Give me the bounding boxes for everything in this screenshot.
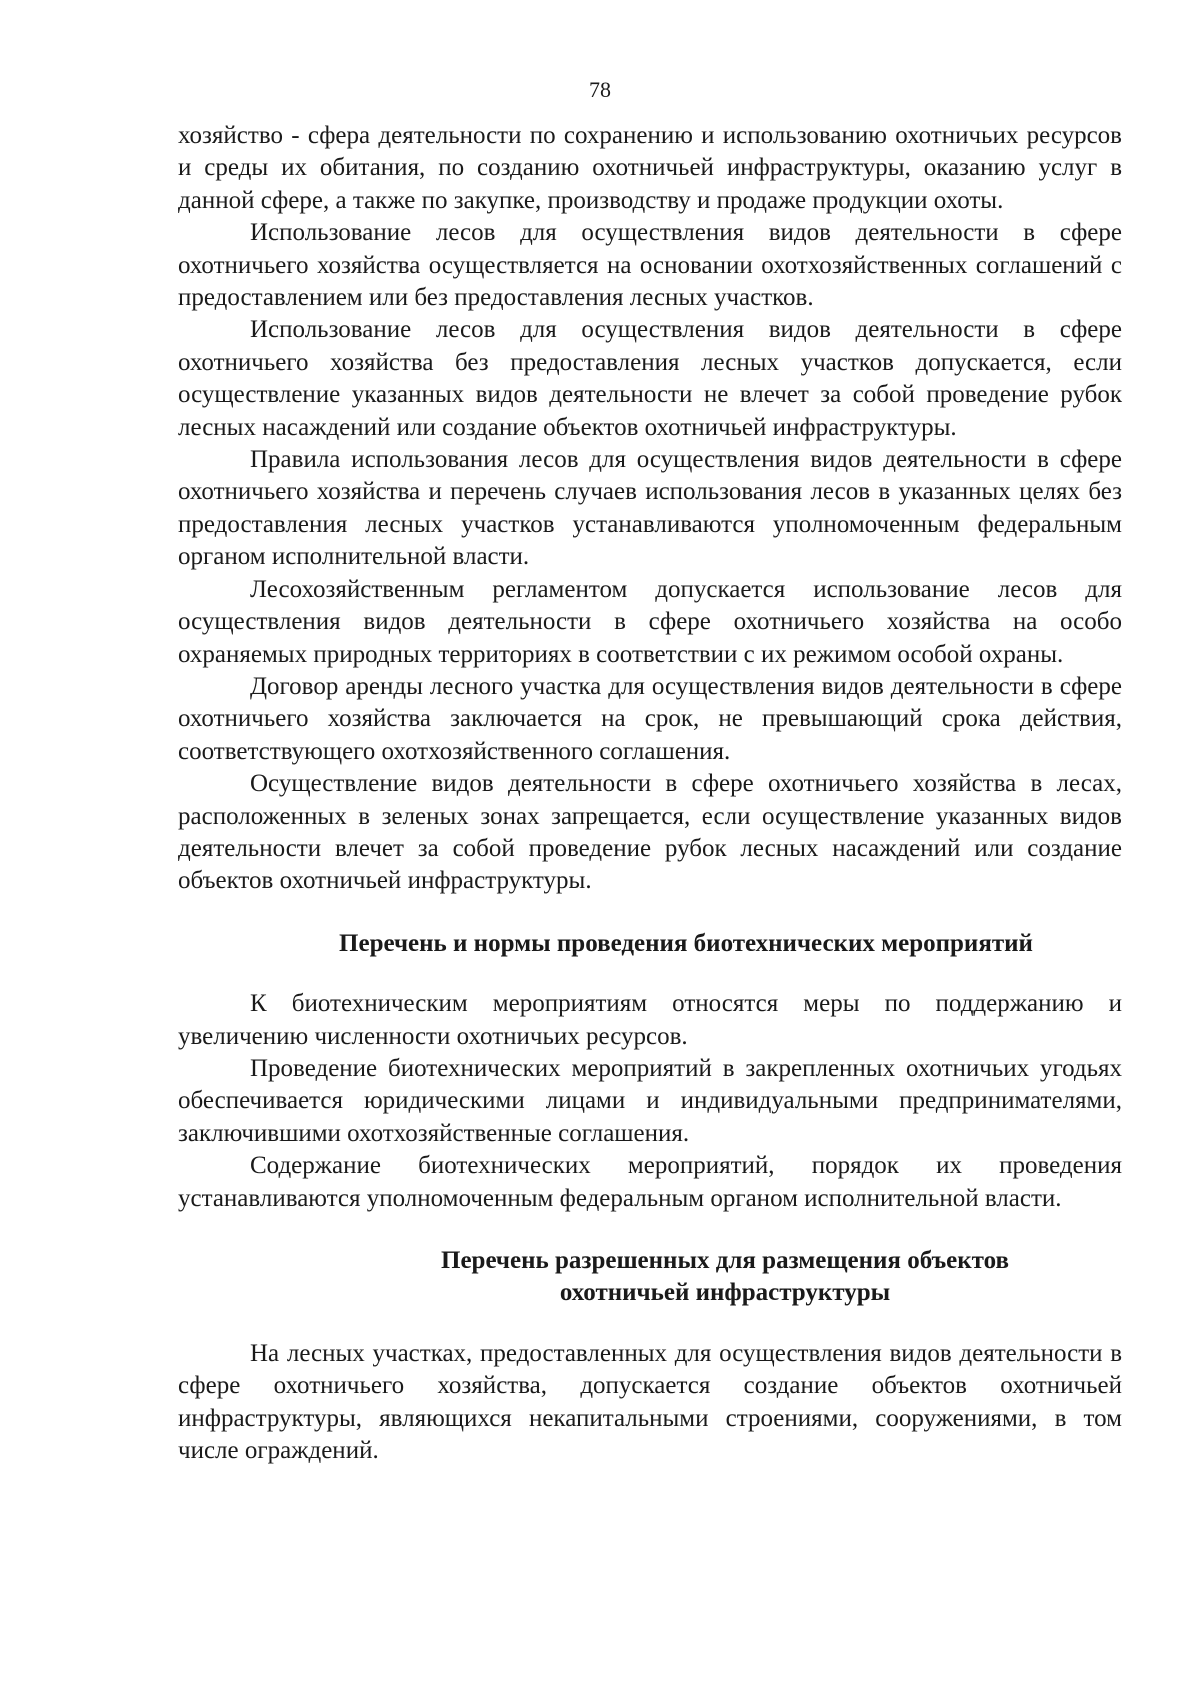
section-heading: Перечень и нормы проведения биотехнических мероприятий (339, 929, 1033, 957)
paragraph: Осуществление видов деятельности в сфере охотничьего хозяйства в лесах, расположенных в зеленых зонах запрещается, если осуществление указанных видов деятельности влечет за собой проведение рубок лесных насаждений или создание объектов охотничьей инфраструктуры. (178, 770, 1122, 895)
paragraph: хозяйство - сфера деятельности по сохранению и использованию охотничьих ресурсов и среды их обитания, по созданию охотничьей инфраструктуры, оказанию услуг в данной сфере, а также по закупке, производству и продаже продукции охоты. (178, 122, 1122, 214)
paragraph: Использование лесов для осуществления видов деятельности в сфере охотничьего хозяйства без предоставления лесных участков допускается, если осуществление указанных видов деятельности не влечет за собой проведение рубок лесных насаждений или создание объектов охотничьей инфраструктуры. (178, 316, 1122, 441)
section-heading (178, 1245, 1122, 1310)
paragraph: Договор аренды лесного участка для осуществления видов деятельности в сфере охотничьего хозяйства заключается на срок, не превышающий срока действия, соответствующего охотхозяйственного соглашения. (178, 672, 1122, 765)
paragraph: На лесных участках, предоставленных для осуществления видов деятельности в сфере охотничьего хозяйства, допускается создание объектов охотничьей инфраструктуры, являющихся некапитальными строениями, сооружениями, в том числе ограждений. (178, 1339, 1122, 1465)
section-heading-line: охотничьей инфраструктуры (559, 1279, 891, 1307)
paragraph: Использование лесов для осуществления видов деятельности в сфере охотничьего хозяйства осуществляется на основании охотхозяйственных соглашений с предоставлением или без предоставления лесных участков. (178, 219, 1122, 312)
paragraph: Содержание биотехнических мероприятий, порядок их проведения устанавливаются уполномоченным федеральным органом исполнительной власти. (178, 1152, 1122, 1212)
paragraph: К биотехническим мероприятиям относятся меры по поддержанию и увеличению численности охотничьих ресурсов. (178, 990, 1122, 1050)
paragraph: Лесохозяйственным регламентом допускается использование лесов для осуществления видов деятельности в сфере охотничьего хозяйства на особо охраняемых природных территориях в соответствии с их режимом особой охраны. (178, 575, 1122, 668)
document-body (178, 120, 1122, 1467)
paragraph: Правила использования лесов для осуществления видов деятельности в сфере охотничьего хозяйства и перечень случаев использования лесов в указанных целях без предоставления лесных участков устанавливаются уполномоченным федеральным органом исполнительной власти. (178, 446, 1122, 571)
page-number: 78 (589, 77, 611, 102)
section-heading-line: Перечень разрешенных для размещения объектов (441, 1247, 1009, 1274)
paragraph: Проведение биотехнических мероприятий в закрепленных охотничьих угодьях обеспечивается юридическими лицами и индивидуальными предпринимателями, заключившими охотхозяйственные соглашения. (178, 1054, 1122, 1147)
